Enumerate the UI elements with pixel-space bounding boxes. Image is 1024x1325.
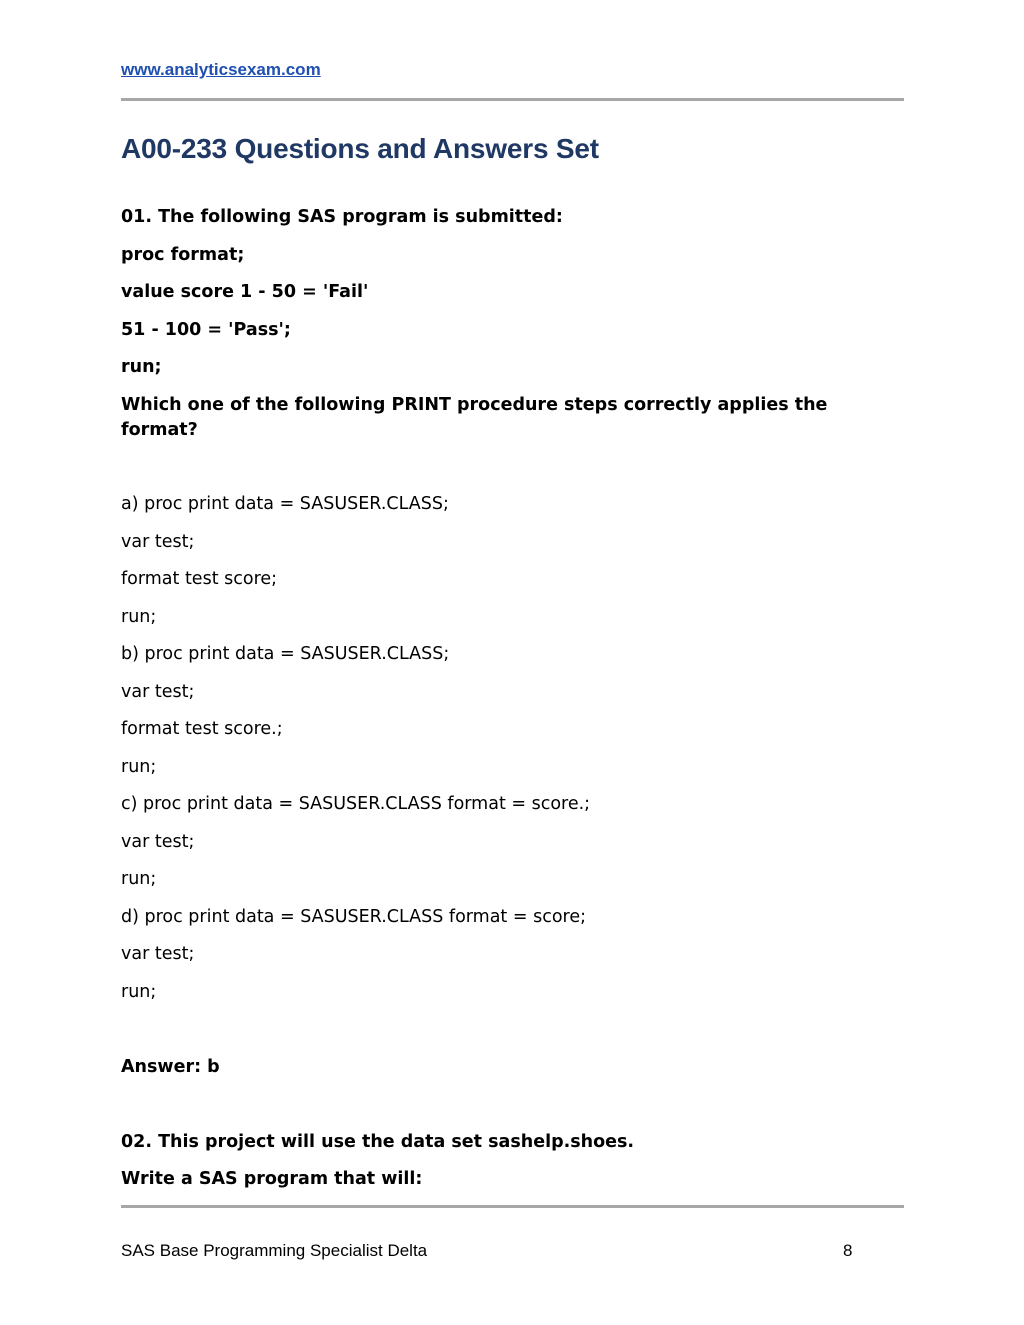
page-number: 8 (843, 1241, 853, 1260)
option-line: run; (121, 757, 157, 777)
option-line: run; (121, 982, 157, 1002)
header-divider (121, 98, 904, 101)
code-line: value score 1 - 50 = 'Fail' (121, 282, 369, 302)
option-line: run; (121, 607, 157, 627)
option-line: var test; (121, 682, 195, 702)
footer-divider (121, 1205, 904, 1208)
question-2-line: Write a SAS program that will: (121, 1169, 423, 1189)
option-line: c) proc print data = SASUSER.CLASS format = score.; (121, 794, 591, 814)
answer-text: Answer: b (121, 1057, 220, 1077)
question-1-prompt: Which one of the following PRINT procedure steps correctly applies the format? (121, 395, 828, 440)
code-line: 51 - 100 = 'Pass'; (121, 320, 291, 340)
footer-title: SAS Base Programming Specialist Delta (121, 1241, 428, 1260)
code-line: proc format; (121, 245, 245, 265)
question-1-heading: 01. The following SAS program is submitted: (121, 207, 563, 227)
page-title: A00-233 Questions and Answers Set (121, 133, 599, 164)
code-line: run; (121, 357, 162, 377)
option-line: var test; (121, 944, 195, 964)
site-link[interactable]: www.analyticsexam.com (121, 60, 321, 79)
option-line: format test score; (121, 569, 278, 589)
option-line: d) proc print data = SASUSER.CLASS format = score; (121, 907, 586, 927)
option-line: run; (121, 869, 157, 889)
option-line: b) proc print data = SASUSER.CLASS; (121, 644, 450, 664)
option-line: format test score.; (121, 719, 283, 739)
option-line: var test; (121, 532, 195, 552)
option-line: a) proc print data = SASUSER.CLASS; (121, 494, 449, 514)
option-line: var test; (121, 832, 195, 852)
question-2-heading: 02. This project will use the data set sashelp.shoes. (121, 1132, 635, 1152)
